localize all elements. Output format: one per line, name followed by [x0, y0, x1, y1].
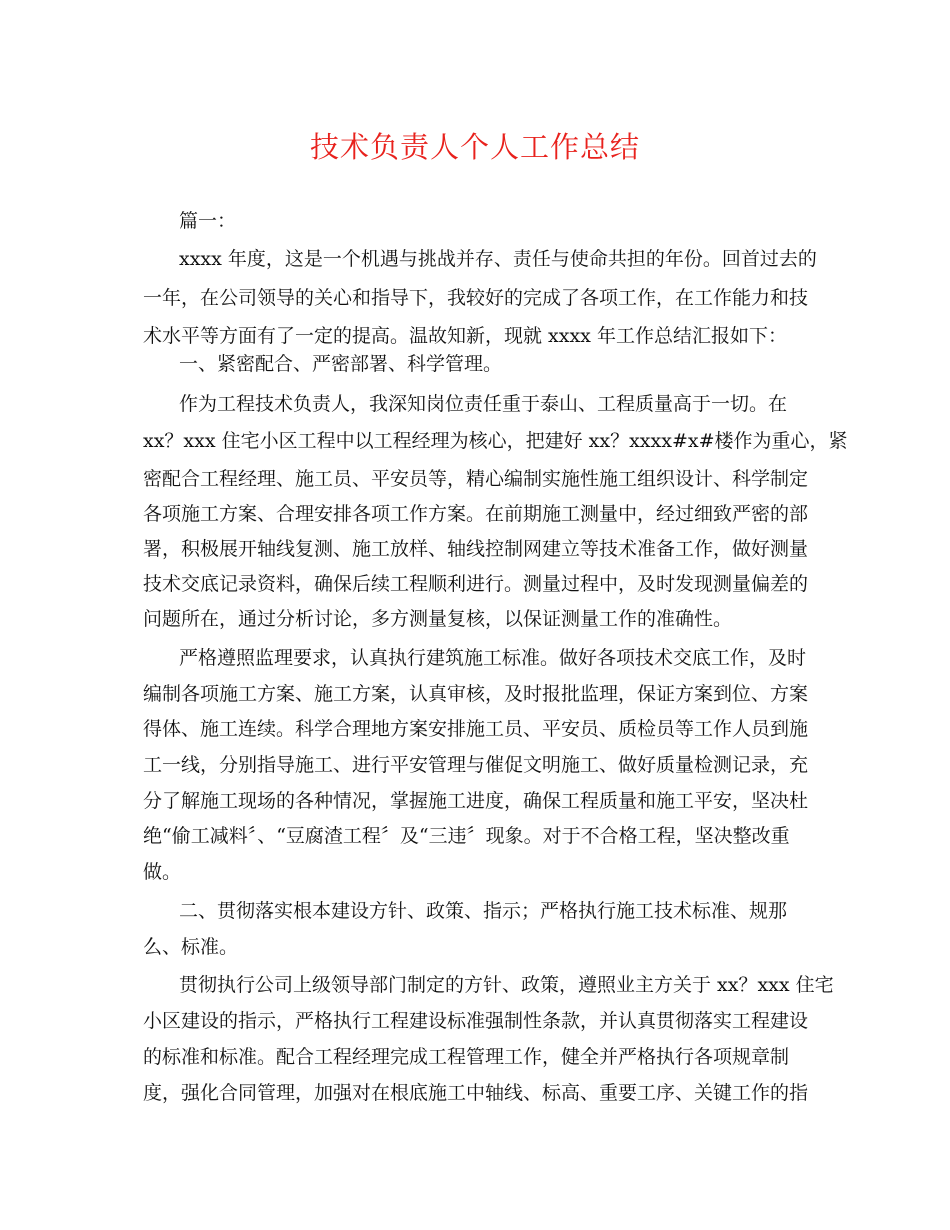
- paragraph-line: 各项施工方案、合理安排各项工作方案。在前期施工测量中，经过细致严密的部: [143, 503, 809, 525]
- paragraph-line: 作为工程技术负责人，我深知岗位责任重于泰山、工程质量高于一切。在: [179, 393, 788, 415]
- paragraph-line: 一年，在公司领导的关心和指导下，我较好的完成了各项工作，在工作能力和技: [143, 287, 809, 309]
- section-label: 篇一：: [179, 210, 237, 232]
- paragraph-line: 术水平等方面有了一定的提高。温故知新，现就 xxxx 年工作总结汇报如下：: [143, 325, 787, 347]
- heading-line: 二、贯彻落实根本建设方针、政策、指示；严格执行施工技术标准、规那: [179, 900, 788, 922]
- heading-line: 么、标准。: [143, 936, 239, 958]
- paragraph-line: 分了解施工现场的各种情况，掌握施工进度，确保工程质量和施工平安，坚决杜: [143, 790, 809, 812]
- paragraph-line: xxxx 年度，这是一个机遇与挑战并存、责任与使命共担的年份。回首过去的: [179, 248, 817, 270]
- paragraph-line: xx？xxx 住宅小区工程中以工程经理为核心，把建好 xx？xxxx#x#楼作为重心，紧: [143, 430, 848, 452]
- paragraph-line: 得体、施工连续。科学合理地方案安排施工员、平安员、质检员等工作人员到施: [143, 718, 809, 740]
- paragraph-line: 技术交底记录资料，确保后续工程顺利进行。测量过程中，及时发现测量偏差的: [143, 573, 809, 595]
- heading-line: 一、紧密配合、严密部署、科学管理。: [179, 353, 503, 375]
- paragraph-line: 编制各项施工方案、施工方案，认真审核，及时报批监理，保证方案到位、方案: [143, 683, 809, 705]
- paragraph-line: 的标准和标准。配合工程经理完成工程管理工作，健全并严格执行各项规章制: [143, 1046, 790, 1068]
- paragraph-line: 小区建设的指示，严格执行工程建设标准强制性条款，并认真贯彻落实工程建设: [143, 1010, 809, 1032]
- paragraph-line: 问题所在，通过分析讨论，多方测量复核，以保证测量工作的准确性。: [143, 608, 733, 630]
- document-title: 技术负责人个人工作总结: [309, 130, 640, 164]
- paragraph-line: 工一线，分别指导施工、进行平安管理与催促文明施工、做好质量检测记录，充: [143, 754, 809, 776]
- paragraph-line: 度，强化合同管理，加强对在根底施工中轴线、标高、重要工序、关键工作的指: [143, 1082, 809, 1104]
- paragraph-line: 绝“偷工减料〞、“豆腐渣工程〞及“三违〞现象。对于不合格工程，坚决整改重: [143, 825, 790, 847]
- paragraph-line: 做。: [143, 861, 182, 883]
- paragraph-line: 署，积极展开轴线复测、施工放样、轴线控制网建立等技术准备工作，做好测量: [143, 538, 809, 560]
- paragraph-line: 贯彻执行公司上级领导部门制定的方针、政策，遵照业主方关于 xx？xxx 住宅: [179, 974, 834, 996]
- paragraph-line: 严格遵照监理要求，认真执行建筑施工标准。做好各项技术交底工作，及时: [179, 647, 807, 669]
- paragraph-line: 密配合工程经理、施工员、平安员等，精心编制实施性施工组织设计、科学制定: [143, 468, 809, 490]
